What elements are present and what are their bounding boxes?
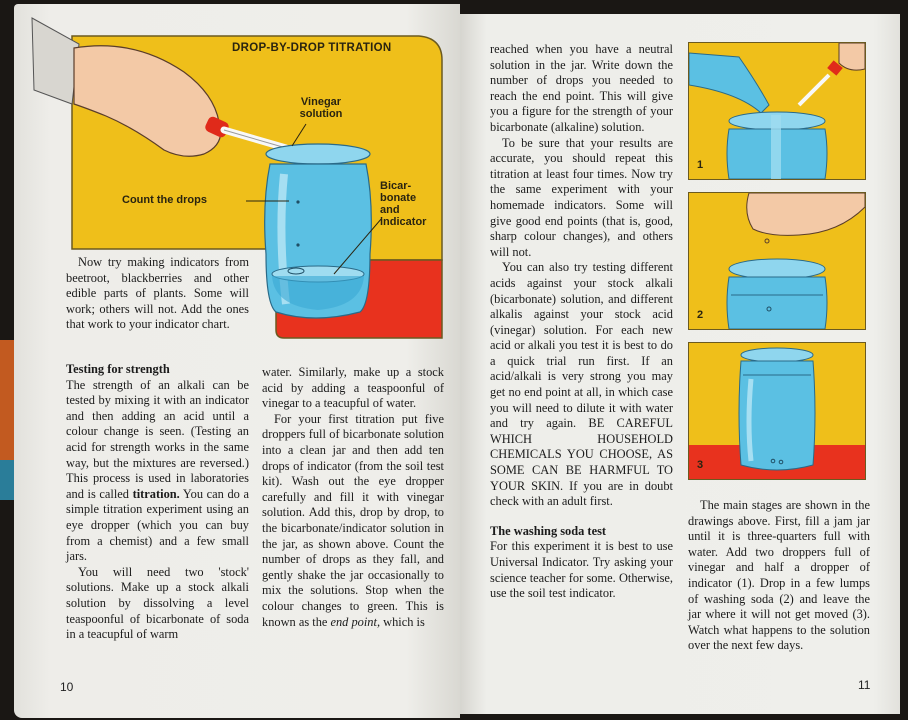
paragraph: The main stages are shown in the drawings above. First, fill a jam jar until it is three-quarters full with water. Add two droppers full of vinegar and half a dropper of indicator (1). Drop in a few lumps of washing soda (2) and leave the jar where it will not get moved (3). Watch what happens to the solution over the next few days. [688,498,870,653]
paragraph [66,378,249,565]
label-bicarbonate-indicator: Bicar- bonate and indicator [380,180,427,228]
book-edge-decoration [0,340,14,500]
term-titration: titration. [132,486,180,501]
paragraph: For this experiment it is best to use Universal Indicator. Try asking your science teacher for some. Otherwise, use the soil test indicator. [490,539,673,601]
paragraph: You can also try testing different acids against your stock alkali (bicarbonate) solution, and different alkalis against your stock acid (vinegar) solution. For each new acid or alkali you test it is best to do a quick trial run first. If an acid/alkali is very strong you may get no end point at all, in which case you will need to dilute it with water and try again. BE CAREFUL WHICH HOUSEHOLD CHEMICALS YOU CHOOSE, AS SOME CAN BE HARMFUL TO YOUR SKIN. If you are in doubt check with an adult first. [490,260,673,509]
paragraph: reached when you have a neutral solution in the jar. Write down the number of drops you needed to reach the end point. This will give you a figure for the strength of your bicarbonate (alkaline) solution. [490,42,673,134]
stage-panel-2 [688,192,866,330]
right-column-2 [688,498,870,654]
paragraph: water. Similarly, make up a stock acid by adding a teaspoonful of vinegar to a teacupful of water. [262,365,444,411]
paragraph: To be sure that your results are accurate, you should repeat this titration at least four times. Now try the same experiment with your homemade indicators. Some will give good end points (that is, good, sharp colour changes), and others will not. [490,135,673,259]
left-column-2 [262,365,444,630]
text-span: You can do a simple titration experiment using an eye dropper (which you can buy from a chemist) and a few small jars. [66,486,249,564]
paragraph: You will need two 'stock' solutions. Make up a stock alkali solution by dissolving a level teaspoonful of bicarbonate of soda in a teacupful of warm [66,564,249,642]
text-span: The strength of an alkali can be tested by mixing it with an indicator and then adding an acid until a colour change is seen. (Testing an acid for strength works in the same way, but the mixtures are reversed.) This process is used in laboratories and is called [66,377,249,501]
left-page [14,4,460,718]
standing-jar-illustration [689,343,865,479]
right-column-1 [490,42,673,602]
left-column-1 [66,362,249,643]
text-span: For your first titration put five droppers full of bicarbonate solution into a clean jar and then add ten drops of indicator (from the soil test kit). Wash out the eye dropper carefully and fill it with vinegar solution. Add this, drop by drop, to the bicarbonate/indicator solution in the jar, as shown above. Count the number of drops as they fall, and gently shake the jar occasionally to mix the solutions. Stop when the colour changes to green. This is known as the [262,411,444,629]
illustration-title: DROP-BY-DROP TITRATION [232,42,392,54]
section-heading-washing-soda: The washing soda test [490,523,607,538]
stage-panel-1 [688,42,866,180]
label-count-drops: Count the drops [122,194,207,206]
right-page [460,14,900,714]
page-number: 10 [60,680,74,694]
stage-panel-3 [688,342,866,480]
section-heading-testing-strength: Testing for strength [66,362,170,376]
adding-soda-illustration [689,193,865,329]
intro-paragraph [66,255,249,333]
label-vinegar-solution: Vinegar solution [299,96,343,120]
stage-number: 3 [697,459,704,471]
text-span: which is [380,614,425,629]
paragraph [262,412,444,630]
page-number: 11 [858,678,871,692]
intro-text: Now try making indicators from beetroot, blackberries and other edible parts of plants. Some will work; others will not. Add the ones that work to your indicator chart. [66,255,249,332]
stage-number: 1 [697,159,704,171]
pouring-illustration [689,43,865,179]
stage-number: 2 [697,309,704,321]
term-end-point: end point, [330,614,381,629]
